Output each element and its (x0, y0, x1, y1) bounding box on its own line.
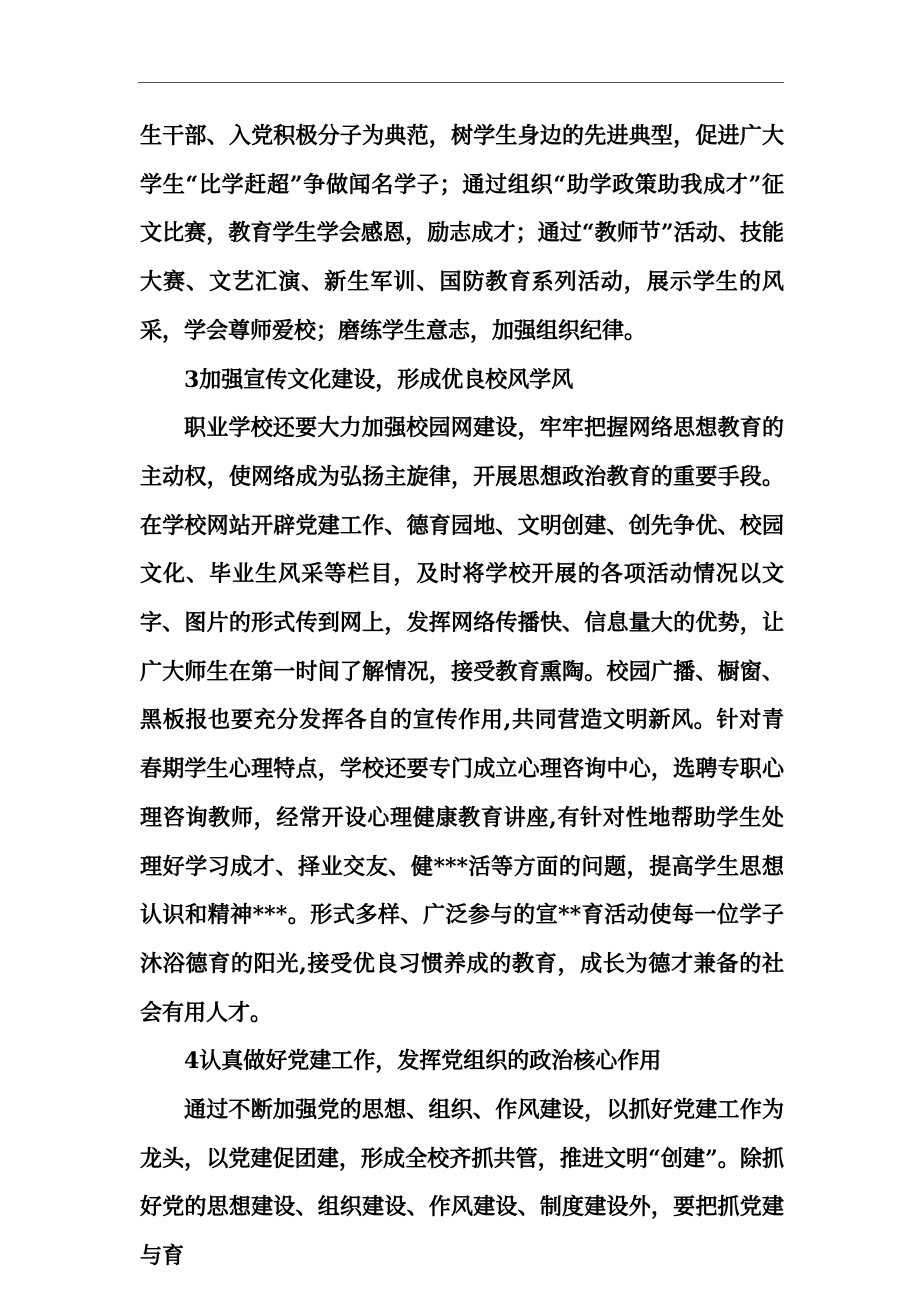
document-body (140, 112, 784, 1281)
header-rule (138, 82, 784, 83)
paragraph-continuation: 生干部、入党积极分子为典范，树学生身边的先进典型，促进广大学生“比学赶超”争做闻名学子；通过组织“助学政策助我成才”征文比赛，教育学生学会感恩，励志成才；通过“教师节”活动、技能大赛、文艺汇演、新生军训、国防教育系列活动，展示学生的风采，学会尊师爱校；磨练学生意志，加强组织纪律。 (140, 123, 784, 344)
section-heading-4: 4认真做好党建工作，发挥党组织的政治核心作用 (184, 1048, 662, 1075)
paragraph-campus-network: 职业学校还要大力加强校园网建设，牢牢把握网络思想教育的主动权，使网络成为弘扬主旋律，开展思想政治教育的重要手段。在学校网站开辟党建工作、德育园地、文明创建、创先争优、校园文化、毕业生风采等栏目，及时将学校开展的各项活动情况以文字、图片的形式传到网上，发挥网络传播快、信息量大的优势，让广大师生在第一时间了解情况，接受教育熏陶。校园广播、橱窗、黑板报也要充分发挥各自的宣传作用,共同营造文明新风。针对青春期学生心理特点，学校还要专门成立心理咨询中心，选聘专职心理咨询教师，经常开设心理健康教育讲座,有针对性地帮助学生处理好学习成才、择业交友、健***活等方面的问题，提高学生思想认识和精神***。形式多样、广泛参与的宣**育活动使每一位学子沐浴德育的阳光,接受优良习惯养成的教育，成长为德才兼备的社会有用人才。 (140, 415, 784, 1026)
paragraph-party-building: 通过不断加强党的思想、组织、作风建设，以抓好党建工作为龙头，以党建促团建，形成全校齐抓共管，推进文明“创建”。除抓好党的思想建设、组织建设、作风建设、制度建设外，要把抓党建与育 (140, 1097, 784, 1270)
section-heading-3: 3加强宣传文化建设，形成优良校风学风 (184, 366, 574, 393)
